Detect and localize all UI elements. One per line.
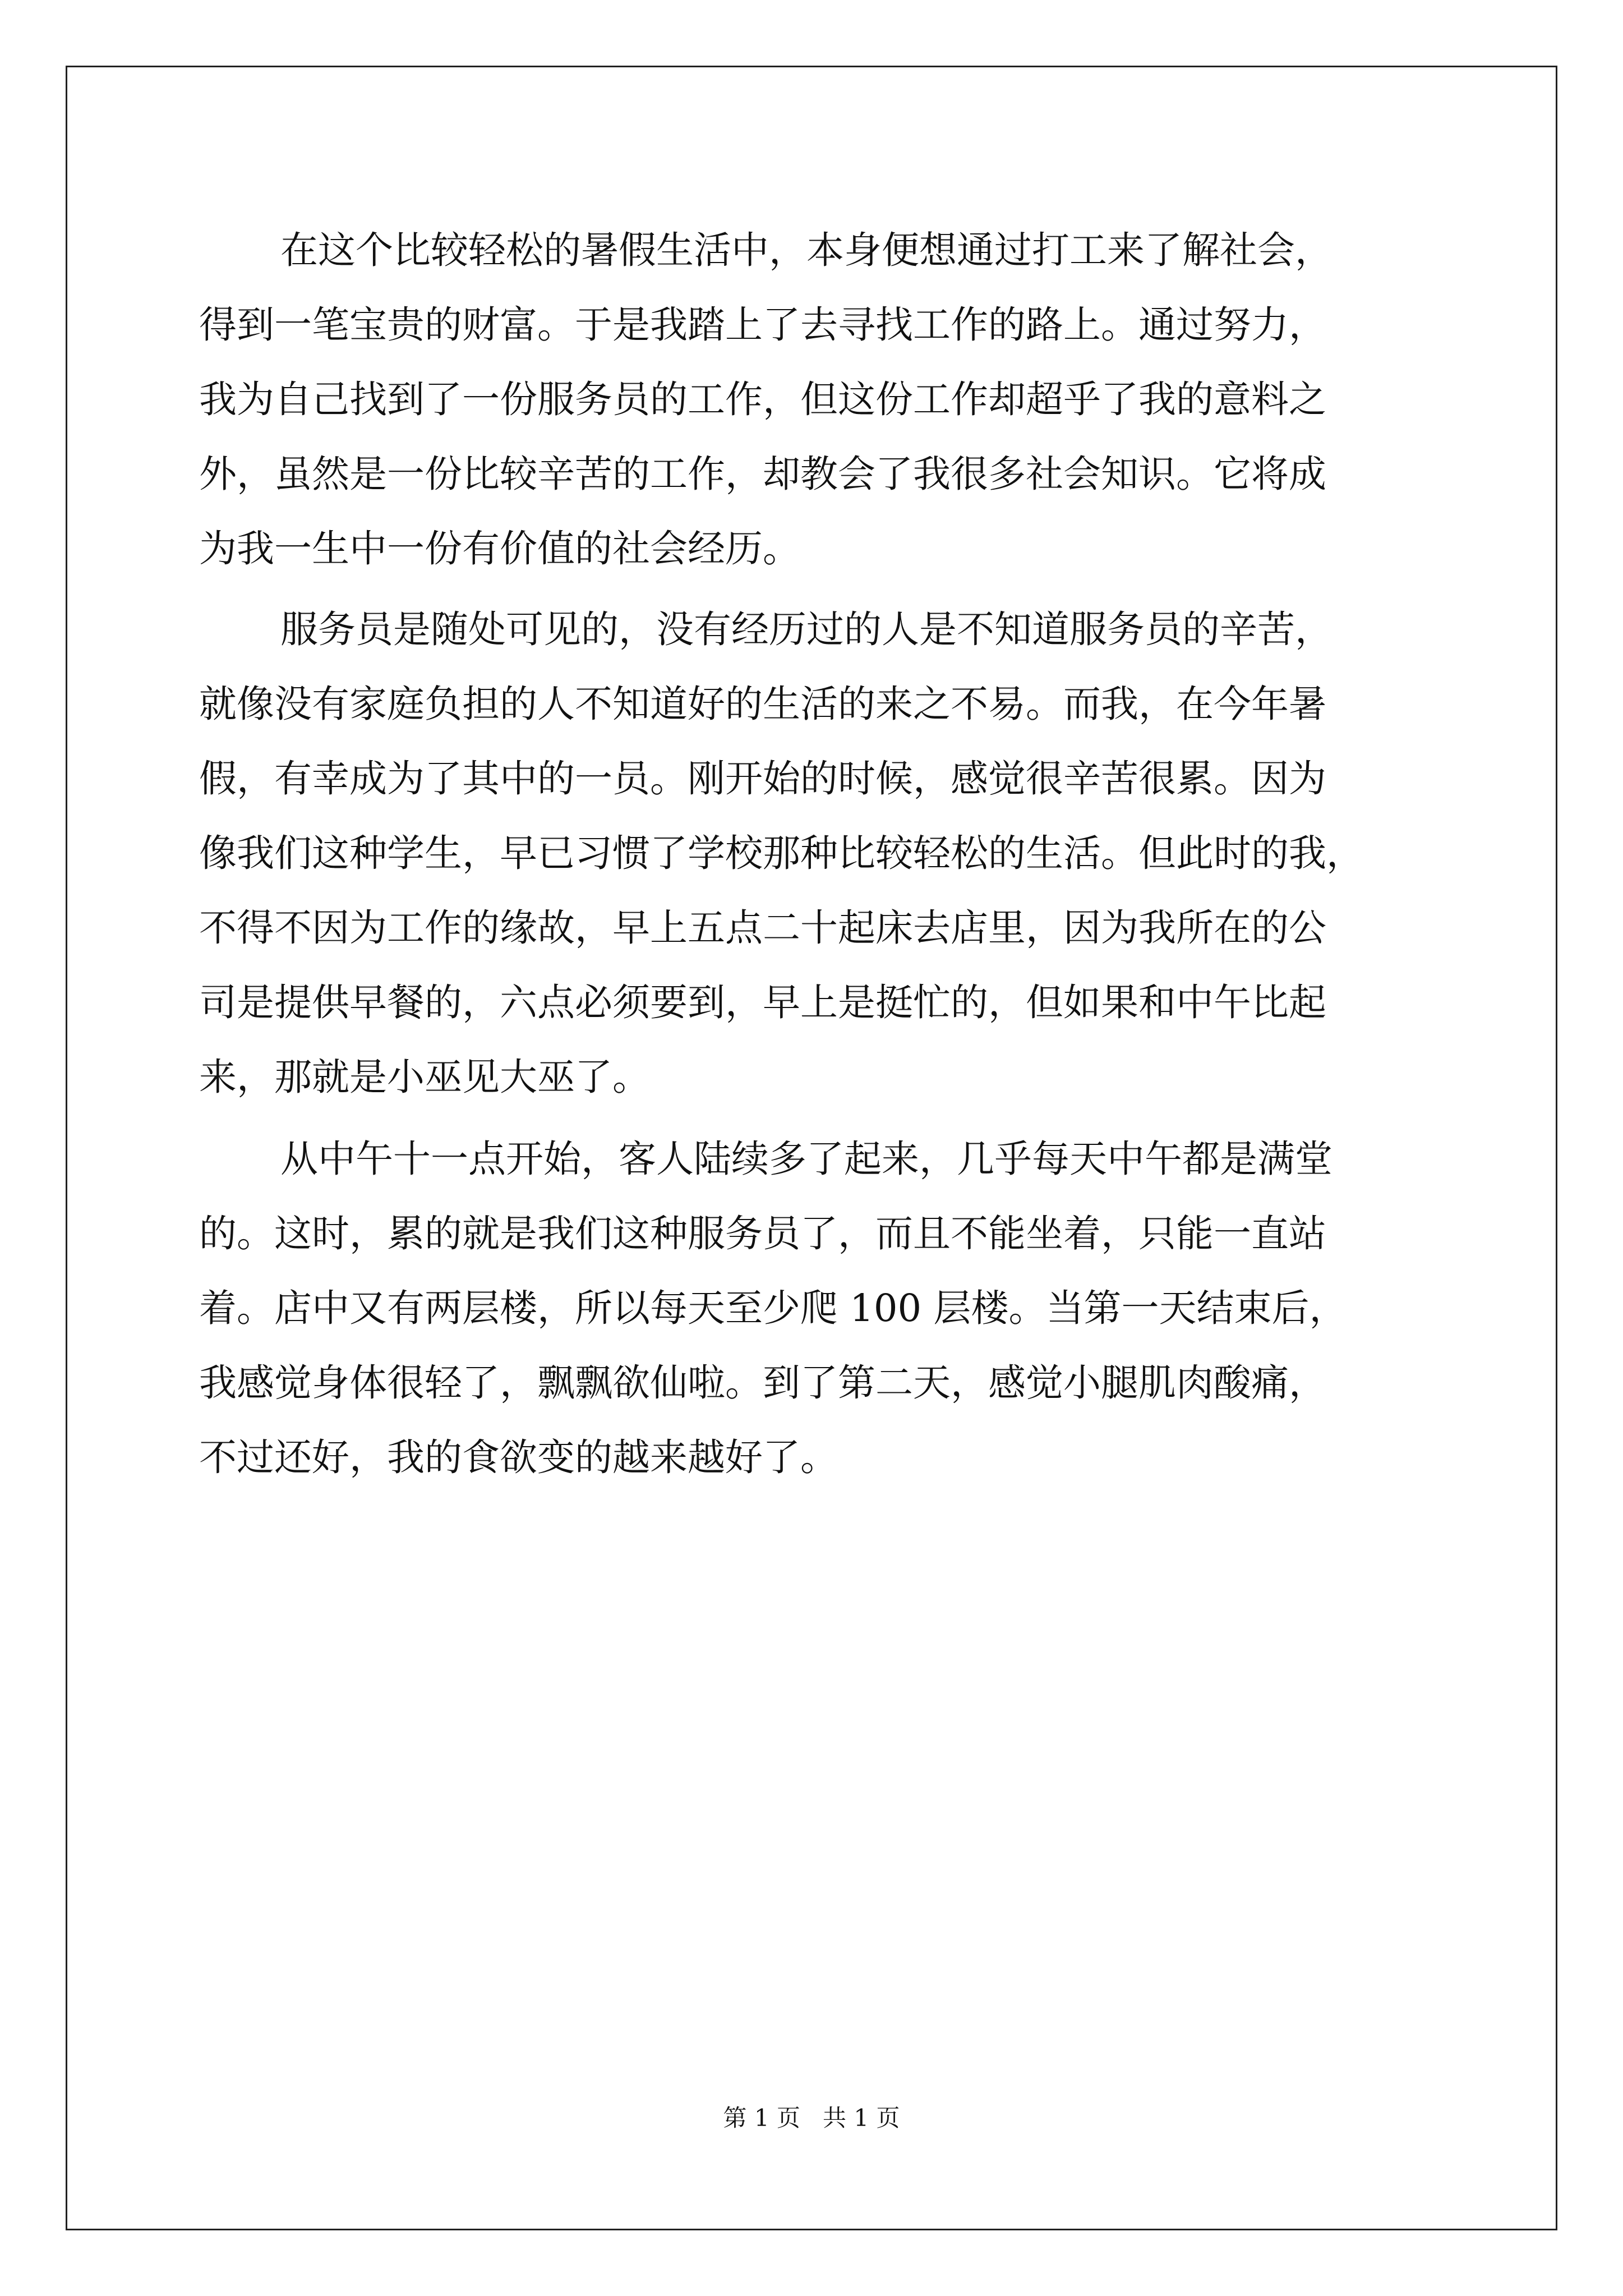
paragraph-2-line-6: 司是提供早餐的，六点必须要到，早上是挺忙的，但如果和中午比起	[199, 981, 1326, 1024]
paragraph-3-line-1: 从中午十一点开始，客人陆续多了起来，几乎每天中午都是满堂	[280, 1137, 1332, 1181]
paragraph-2-line-7: 来，那就是小巫见大巫了。	[199, 1055, 650, 1099]
paragraph-3-line-4: 我感觉身体很轻了，飘飘欲仙啦。到了第二天，感觉小腿肌肉酸痛，	[199, 1361, 1326, 1405]
paragraph-2-line-2: 就像没有家庭负担的人不知道好的生活的来之不易。而我，在今年暑	[199, 682, 1326, 726]
paragraph-2-line-1: 服务员是随处可见的，没有经历过的人是不知道服务员的辛苦，	[280, 608, 1332, 651]
paragraph-1-line-3: 我为自己找到了一份服务员的工作，但这份工作却超乎了我的意料之	[199, 378, 1326, 421]
paragraph-3-line-2: 的。这时，累的就是我们这种服务员了，而且不能坐着，只能一直站	[199, 1212, 1326, 1255]
page-number-footer: 第 1 页 共 1 页	[723, 2104, 900, 2132]
paragraph-1-line-5: 为我一生中一份有价值的社会经历。	[199, 527, 800, 570]
paragraph-2-line-3: 假，有幸成为了其中的一员。刚开始的时候，感觉很辛苦很累。因为	[199, 757, 1326, 800]
paragraph-1-line-1: 在这个比较轻松的暑假生活中，本身便想通过打工来了解社会，	[280, 228, 1332, 272]
paragraph-2-line-4: 像我们这种学生，早已习惯了学校那种比较轻松的生活。但此时的我，	[199, 831, 1364, 875]
paragraph-1-line-4: 外，虽然是一份比较辛苦的工作，却教会了我很多社会知识。它将成	[199, 452, 1326, 496]
paragraph-1-line-2: 得到一笔宝贵的财富。于是我踏上了去寻找工作的路上。通过努力，	[199, 303, 1326, 347]
paragraph-2-line-5: 不得不因为工作的缘故，早上五点二十起床去店里，因为我所在的公	[199, 906, 1326, 950]
paragraph-3-line-3: 着。店中又有两层楼，所以每天至少爬 100 层楼。当第一天结束后，	[199, 1286, 1347, 1330]
paragraph-3-line-5: 不过还好，我的食欲变的越来越好了。	[199, 1435, 838, 1479]
